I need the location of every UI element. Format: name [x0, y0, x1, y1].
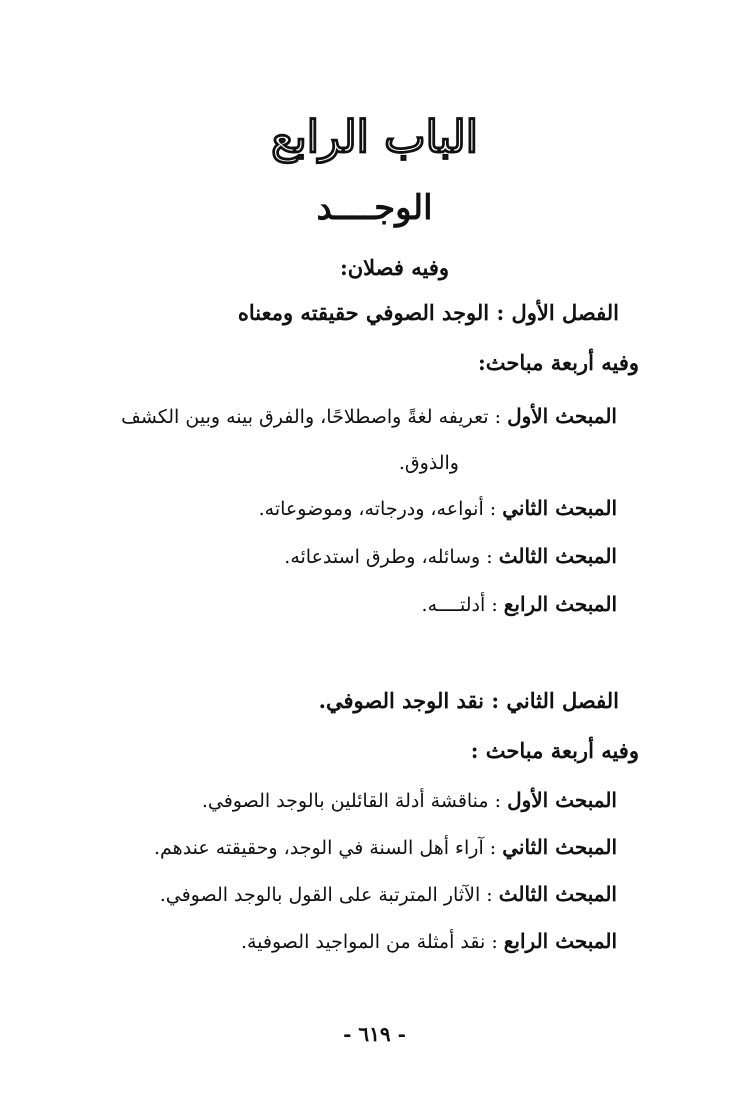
topic-text: : الآثار المترتبة على القول بالوجد الصوفي. [159, 884, 499, 906]
topic-label: المبحث الأول [507, 788, 617, 812]
topic-text: : وسائله، وطرق استدعائه. [284, 546, 499, 568]
section-2-topic-1 [202, 788, 617, 812]
sections-count-heading: وفيه فصلان: [339, 255, 450, 280]
chapter-title: الباب الرابع [271, 112, 478, 163]
topic-text: : أدلتــــه. [421, 594, 504, 616]
topic-label: المبحث الرابع [503, 592, 617, 616]
page-number: - ٦١٩ - [343, 1022, 406, 1046]
section-1-topic-2 [259, 496, 617, 520]
section-1-topic-4 [422, 592, 617, 616]
topic-label: المبحث الثالث [498, 882, 617, 906]
section-2-topics-intro: وفيه أربعة مباحث : [470, 738, 639, 763]
topic-label: المبحث الأول [507, 404, 617, 428]
chapter-subject: الوجــــد [316, 188, 433, 228]
section-1-topics-intro: وفيه أربعة مباحث: [478, 350, 639, 375]
topic-text: : آراء أهل السنة في الوجد، وحقيقته عندهم. [154, 837, 503, 859]
section-1-topic-1-continuation: والذوق. [398, 452, 459, 474]
section-1-topic-1 [121, 404, 617, 428]
topic-label: المبحث الثاني [502, 496, 617, 520]
topic-text: : تعريفه لغةً واصطلاحًا، والفرق بينه وبين الكشف [121, 406, 508, 428]
section-2-topic-3 [160, 882, 617, 906]
section-1-topic-3 [284, 544, 617, 568]
section-2-topic-2 [154, 835, 617, 859]
section-2-title: الفصل الثاني : نقد الوجد الصوفي. [318, 688, 619, 713]
topic-text: : أنواعه، ودرجاته، وموضوعاته. [258, 498, 503, 520]
section-2-topic-4 [241, 929, 617, 953]
topic-label: المبحث الثاني [502, 835, 617, 859]
topic-label: المبحث الثالث [498, 544, 617, 568]
topic-text: : مناقشة أدلة القائلين بالوجد الصوفي. [201, 790, 508, 812]
topic-text: : نقد أمثلة من المواجيد الصوفية. [240, 931, 504, 953]
topic-label: المبحث الرابع [503, 929, 617, 953]
section-1-title: الفصل الأول : الوجد الصوفي حقيقته ومعناه [237, 300, 619, 325]
